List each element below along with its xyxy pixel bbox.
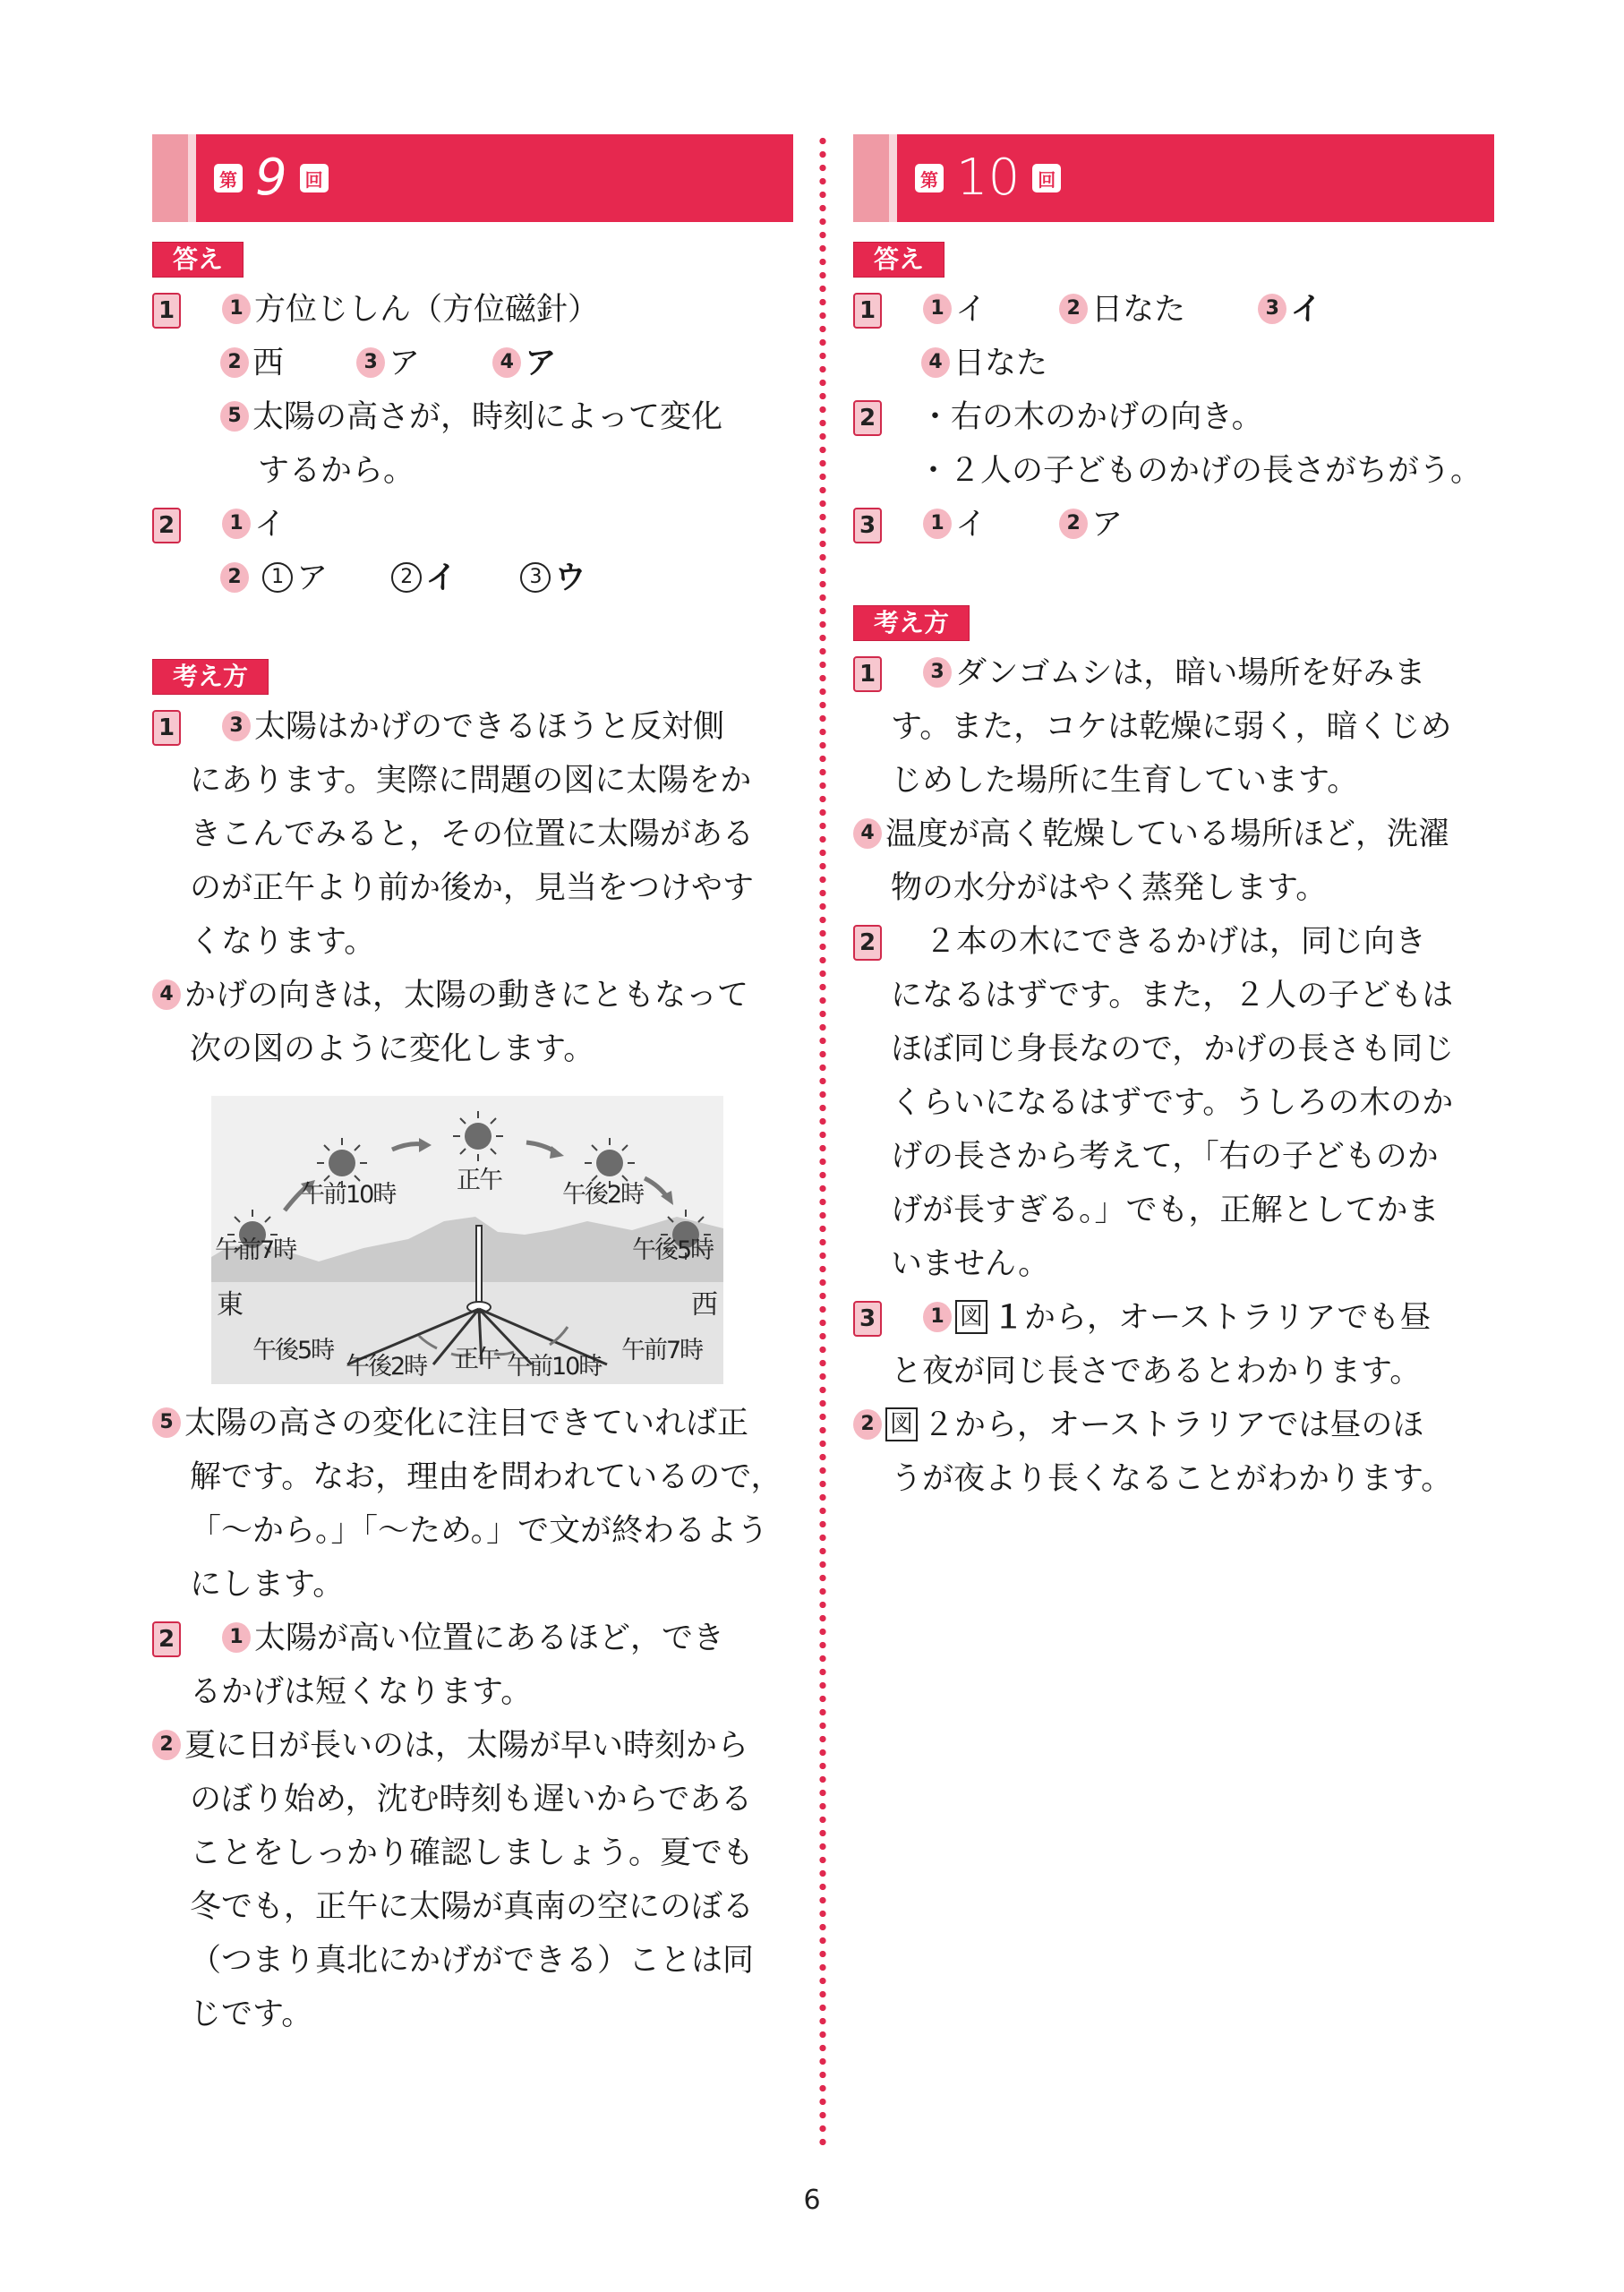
paragraph-line: にします。 [190, 1567, 345, 1603]
thinking-block [853, 646, 1494, 1506]
paragraph-line: 次の図のように変化します。 [190, 1031, 595, 1067]
sun-label-5pm: 午後5時 [632, 1236, 714, 1264]
sun-label-10am: 午前10時 [301, 1181, 396, 1209]
direction-west: 西 [691, 1289, 716, 1321]
thinking-q1-p4 [853, 808, 1494, 861]
paragraph-line: げが長すぎる。」でも，正解としてかま [891, 1193, 1440, 1228]
paragraph-line: うが夜より長くなることがわかります。 [891, 1461, 1453, 1497]
answers-label: 答え [853, 242, 944, 278]
paragraph-text: ２本の木にできるかげは，同じ向き [925, 924, 1427, 960]
circled-number: 1 [262, 562, 293, 593]
paragraph-line: るかげは短くなります。 [190, 1674, 533, 1710]
paragraph-line: す。また，コケは乾燥に弱く，暗くじめ [891, 709, 1452, 745]
answer-text: 日なた [1091, 292, 1186, 328]
answer-q2-line2 [152, 552, 793, 605]
answer-text: ウ [554, 560, 586, 596]
answer-q1-line2 [853, 337, 1494, 390]
sub-number-badge: 2 [152, 1730, 181, 1760]
shadow-label-noon: 正午 [455, 1346, 500, 1373]
answer-text: イ [1290, 292, 1322, 328]
question-number-badge: 2 [853, 925, 882, 961]
header-tab-gap [889, 134, 897, 222]
sub-number-badge: 3 [923, 657, 952, 688]
round-title [214, 149, 329, 207]
question-number-badge: 1 [152, 293, 181, 329]
answer-text: 方位じしん（方位磁針） [254, 292, 600, 328]
answer-q2-line1 [152, 498, 793, 552]
answer-text: 日なた [953, 346, 1048, 381]
thinking-q3-p2 [853, 1398, 1494, 1452]
answer-text: イ [425, 560, 457, 596]
answer-item [181, 498, 286, 552]
answer-text: 西 [252, 346, 285, 381]
answers-label: 答え [152, 242, 244, 278]
paragraph-line: じめした場所に生育しています。 [891, 763, 1359, 799]
thinking-q2-p1 [152, 1612, 793, 1665]
header-tab-decoration [853, 134, 889, 222]
answer-q1-line3 [152, 390, 793, 444]
header-tab-gap [188, 134, 196, 222]
kai-badge: 回 [1032, 164, 1061, 192]
question-number-badge: 2 [152, 508, 181, 543]
figure-ref-icon: 図 [955, 1300, 987, 1334]
round-9-header [152, 134, 793, 222]
paragraph-line: げの長さから考えて，「右の子どものか [891, 1139, 1439, 1175]
question-number-badge: 1 [152, 710, 181, 746]
sub-number-badge: 2 [220, 562, 249, 593]
paragraph-line: になるはずです。また，２人の子どもは [891, 978, 1454, 1013]
answer-q3-line1 [853, 498, 1494, 552]
figure-number: ２ [923, 1407, 955, 1443]
paragraph-text: 太陽が高い位置にあるほど，でき [254, 1621, 725, 1656]
answer-text: ・右の木のかげの向き。 [919, 399, 1263, 435]
thinking-q3-p1 [853, 1291, 1494, 1345]
sub-number-badge: 2 [1059, 509, 1088, 539]
round-number: 9 [255, 149, 287, 207]
answers-block [152, 283, 793, 605]
sub-number-badge: 4 [921, 347, 950, 378]
paragraph-text: 太陽の高さの変化に注目できていれば正 [184, 1406, 749, 1441]
answer-q1-line4: するから。 [258, 453, 415, 489]
sub-number-badge: 4 [853, 818, 882, 849]
thinking-label: 考え方 [152, 659, 269, 695]
circled-number: 2 [391, 562, 422, 593]
paragraph-start [181, 1612, 724, 1665]
answer-item [882, 498, 1123, 552]
kai-badge: 回 [300, 164, 329, 192]
answer-text: イ [254, 507, 286, 543]
answer-text: ア [1091, 507, 1124, 543]
paragraph-line: のぼり始め，沈む時刻も遅いからである [190, 1782, 753, 1817]
shadow-label-7am: 午前7時 [621, 1337, 703, 1364]
sub-number-badge: 4 [152, 979, 181, 1010]
sub-number-badge: 1 [222, 509, 251, 539]
paragraph-start [882, 1291, 1431, 1345]
question-number-badge: 1 [853, 293, 882, 329]
thinking-q1-p3 [152, 700, 793, 754]
sun-label-7am: 午前7時 [215, 1236, 296, 1264]
answer-text: ア [296, 560, 329, 596]
sub-number-badge: 1 [923, 294, 952, 324]
sun-label-2pm: 午後2時 [562, 1181, 644, 1209]
paragraph-text: 夏に日が長いのは，太陽が早い時刻から [184, 1728, 749, 1764]
paragraph-line: にあります。実際に問題の図に太陽をか [190, 763, 752, 799]
header-tab-decoration [152, 134, 188, 222]
sub-number-badge: 1 [923, 1302, 952, 1332]
paragraph-start [181, 700, 724, 754]
paragraph-text: から，オーストラリアでも昼 [1024, 1300, 1432, 1336]
sub-number-badge: 5 [220, 401, 249, 432]
sun-shadow-figure [211, 1096, 723, 1384]
question-number-badge: 1 [853, 656, 882, 692]
sub-number-badge: 1 [222, 1622, 251, 1653]
paragraph-line: 解です。なお，理由を問われているので， [190, 1459, 782, 1495]
right-column [853, 134, 1494, 1506]
answer-text: 太陽の高さが，時刻によって変化 [252, 399, 723, 435]
paragraph-text: ダンゴムシは，暗い場所を好みま [955, 655, 1426, 691]
question-number-badge: 2 [853, 400, 882, 436]
paragraph-text: かげの向きは，太陽の動きにともなって [184, 978, 749, 1013]
answer-item [220, 337, 284, 390]
sub-number-badge: 5 [152, 1407, 181, 1438]
round-10-header [853, 134, 1494, 222]
paragraph-text: 温度が高く乾燥している場所ほど，洗濯 [885, 817, 1450, 852]
question-number-badge: 3 [853, 508, 882, 543]
thinking-block [152, 700, 793, 2041]
sub-number-badge: 1 [923, 509, 952, 539]
thinking-label: 考え方 [853, 605, 970, 641]
answer-q1-line1 [152, 283, 793, 337]
paragraph-line: のが正午より前か後か，見当をつけやす [190, 870, 755, 906]
round-number: 10 [956, 149, 1021, 207]
thinking-q1-p3 [853, 646, 1494, 700]
answer-item [181, 283, 599, 337]
paragraph-line: 「～から。」「～ため。」で文が終わるよう [190, 1513, 769, 1549]
sub-number-badge: 1 [222, 294, 251, 324]
paragraph-text: 太陽はかげのできるほうと反対側 [254, 709, 725, 745]
thinking-q1-p4 [152, 969, 793, 1022]
answer-text: イ [955, 507, 987, 543]
round-title [915, 149, 1061, 207]
paragraph-text: から，オーストラリアでは昼のほ [954, 1407, 1424, 1443]
figure-ref-icon: 図 [885, 1407, 918, 1441]
answer-text: ・２人の子どものかげの長さがちがう。 [918, 453, 1483, 489]
answer-q1-line1 [853, 283, 1494, 337]
question-number-badge: 3 [853, 1301, 882, 1337]
answer-text: ア [525, 346, 557, 381]
paragraph-line: いません。 [891, 1246, 1050, 1282]
paragraph-line: 物の水分がはやく蒸発します。 [891, 870, 1328, 906]
paragraph-line: と夜が同じ長さであるとわかります。 [891, 1354, 1422, 1390]
thinking-q2-p2 [152, 1719, 793, 1773]
dai-badge: 第 [915, 164, 944, 192]
sub-number-badge: 2 [220, 347, 249, 378]
answer-q1-line2 [152, 337, 793, 390]
figure-number: １ [993, 1300, 1025, 1336]
answers-block [853, 283, 1494, 552]
answer-item [356, 337, 420, 390]
answer-q2-line1 [853, 390, 1494, 444]
thinking-q1-p5 [152, 1397, 793, 1450]
sub-number-badge: 2 [1059, 294, 1088, 324]
paragraph-line: きこんでみると，その位置に太陽がある [190, 817, 755, 852]
dai-badge: 第 [214, 164, 243, 192]
answer-text: ア [389, 346, 421, 381]
shadow-label-5pm: 午後5時 [252, 1337, 334, 1364]
shadow-label-2pm: 午後2時 [346, 1353, 427, 1381]
circled-number: 3 [520, 562, 551, 593]
sub-number-badge: 3 [222, 711, 251, 741]
paragraph-line: 冬でも，正午に太陽が真南の空にのぼる [190, 1889, 755, 1925]
paragraph-line: くなります。 [190, 924, 376, 960]
paragraph-line: ことをしっかり確認しましょう。夏でも [190, 1835, 755, 1871]
sub-number-badge: 3 [356, 347, 385, 378]
paragraph-start [882, 646, 1425, 700]
answer-text: イ [955, 292, 987, 328]
answer-item [492, 337, 556, 390]
question-number-badge: 2 [152, 1621, 181, 1657]
left-column [152, 134, 793, 2041]
sub-number-badge: 3 [1258, 294, 1286, 324]
thinking-q2 [853, 915, 1494, 969]
page-number: 6 [803, 2185, 821, 2216]
sun-label-noon: 正午 [457, 1167, 501, 1194]
paragraph-line: ほぼ同じ身長なので，かげの長さも同じ [891, 1031, 1455, 1067]
paragraph-line: くらいになるはずです。うしろの木のか [891, 1085, 1454, 1121]
answer-item [882, 283, 1321, 337]
paragraph-line: じです。 [190, 1997, 313, 2032]
direction-east: 東 [217, 1289, 242, 1321]
shadow-label-10am: 午前10時 [507, 1353, 602, 1381]
column-divider [819, 134, 826, 2149]
paragraph-line: （つまり真北にかげができる）ことは同 [190, 1943, 755, 1979]
sub-number-badge: 2 [853, 1409, 882, 1440]
sub-number-badge: 4 [492, 347, 521, 378]
